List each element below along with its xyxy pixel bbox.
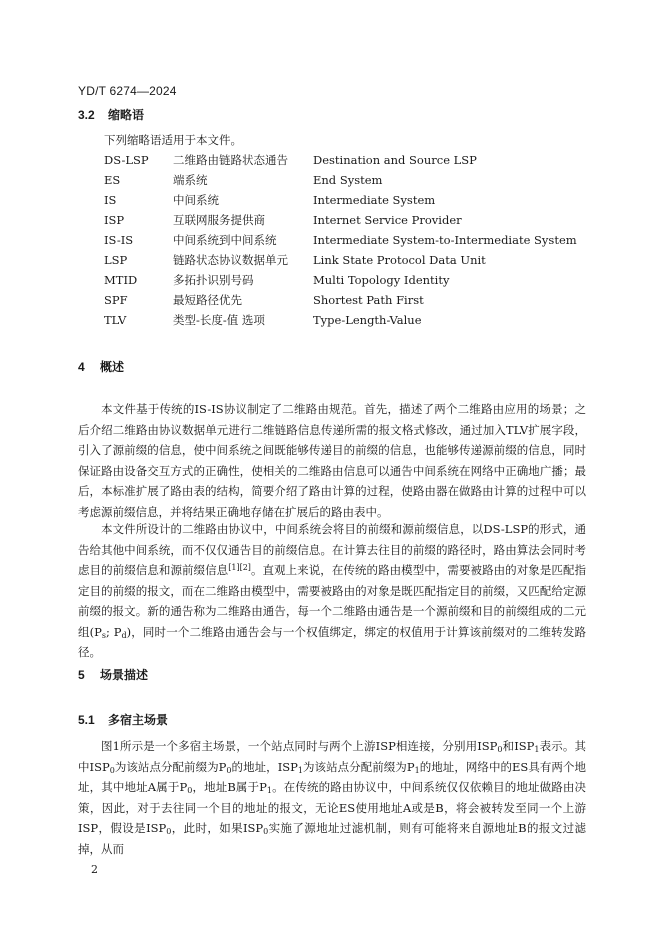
text-run: )，同时一个二维路由通告会与一个权值绑定，绑定的权值用于计算该前缀对的二维转发路径。	[78, 624, 586, 659]
abbreviation-row	[104, 230, 577, 250]
english-definition: End System	[313, 173, 383, 187]
page-number: 2	[91, 863, 98, 876]
english-definition: Shortest Path First	[313, 293, 424, 307]
chinese-definition: 端系统	[173, 173, 208, 187]
english-definition: Link State Protocol Data Unit	[313, 253, 486, 267]
section-4-heading	[78, 358, 124, 375]
chinese-definition: 类型-长度-值 选项	[173, 313, 265, 327]
english-definition: Multi Topology Identity	[313, 273, 450, 287]
text-run: 。直观上来说，在传统的路由模型中，需要被路由的对象是匹配指定目的前缀的报文，而在二维路由模型中，需要被路由的对象是既匹配指定目的前缀，又匹配给定源前缀的报文。新的通告称为二维路由通告，每一个二维路由通告是一个源前缀和目的前缀组成的二元组(P	[78, 563, 587, 639]
subscript: 1	[414, 765, 420, 775]
abbreviation-term: DS-LSP	[104, 153, 149, 167]
text-run: 本文件所设计的二维路由协议中，中间系统会将目的前缀和源前缀信息，以DS-LSP的形式，通告给其他中间系统，而不仅仅通告目的前缀信息。在计算去往目的前缀的路径时，路由算法会同时考虑目的前缀信息和源前缀信息	[78, 522, 586, 577]
subscript: 0	[263, 827, 269, 836]
english-definition: Intermediate System-to-Intermediate System	[313, 233, 577, 247]
overview-paragraph-2	[78, 519, 586, 663]
abbreviation-row	[104, 310, 553, 330]
chinese-definition: 链路状态协议数据单元	[173, 253, 288, 267]
text-run: ，地址B属于P	[192, 780, 267, 794]
english-definition: Intermediate System	[313, 193, 436, 207]
chinese-definition: 二维路由链路状态通告	[173, 153, 288, 167]
section-title: 多宿主场景	[108, 713, 169, 727]
text-run: 实施了源地址过滤机制，则有可能将来自源地址B的报文过滤掉，从而	[78, 821, 586, 856]
abbreviation-term: MTID	[104, 273, 138, 287]
citation-reference: [1][2]	[228, 563, 251, 572]
section-number: 3.2	[78, 108, 95, 122]
abbreviation-term: ISP	[104, 213, 125, 227]
text-run: 为该站点分配前缀为P	[302, 759, 415, 774]
subscript: 1	[297, 765, 303, 775]
abbreviation-term: TLV	[104, 313, 127, 327]
abbreviations-intro: 下列缩略语适用于本文件。	[104, 133, 242, 147]
english-definition: Destination and Source LSP	[313, 153, 477, 167]
section-number: 5	[78, 668, 85, 682]
text-run: 表示。其中ISP	[78, 739, 586, 774]
subscript: 0	[226, 765, 232, 775]
section-number: 5.1	[78, 713, 95, 727]
text-run: ，此时，如果ISP	[171, 821, 264, 835]
abbreviation-term: ES	[104, 173, 121, 187]
section-title: 缩略语	[108, 108, 145, 122]
document-id: YD/T 6274—2024	[78, 84, 177, 98]
section-title: 概述	[100, 360, 125, 374]
text-run: 和ISP	[502, 739, 535, 753]
subscript: 1	[266, 786, 272, 795]
abbreviation-row	[104, 270, 553, 290]
subscript: d	[121, 630, 127, 640]
abbreviation-row	[104, 170, 553, 190]
english-definition: Internet Service Provider	[313, 213, 462, 227]
chinese-definition: 中间系统到中间系统	[173, 233, 277, 247]
chinese-definition: 最短路径优先	[173, 293, 242, 307]
subscript: 0	[166, 827, 172, 836]
chinese-definition: 互联网服务提供商	[173, 213, 265, 227]
overview-paragraph-1: 本文件基于传统的IS-IS协议制定了二维路由规范。首先，描述了两个二维路由应用的场景；之后介绍二维路由协议数据单元进行二维链路信息传递所需的报文格式修改，通过加入TLV扩展字段，引入了源前缀的信息，使中间系统之间既能够传递目的前缀的信息，也能够传递源前缀的信息，同时保证路由设备交互方式的正确性，使相关的二维路由信息可以通告中间系统在网络中正确地广播；最后，本标准扩展了路由表的结构，简要介绍了路由计算的过程，使路由器在做路由计算的过程中可以考虑源前缀信息，并将结果正确地存储在扩展后的路由表中。	[78, 402, 586, 519]
section-5-1-heading	[78, 711, 168, 728]
text-run: 的地址，ISP	[231, 759, 298, 774]
abbreviation-term: SPF	[104, 293, 128, 307]
abbreviation-row	[104, 210, 553, 230]
abbreviation-row	[104, 190, 553, 210]
subscript: 0	[497, 745, 503, 754]
multihoming-paragraph	[78, 736, 586, 859]
text-run: 为该站点分配前缀为P	[114, 759, 227, 774]
section-title: 场景描述	[100, 668, 149, 682]
chinese-definition: 多拓扑识别号码	[173, 273, 254, 287]
text-run: 的地址，网络中的ES具有两个地址，其中地址A属于P	[78, 759, 586, 794]
section-3-2-heading	[78, 106, 144, 123]
abbreviation-row	[104, 150, 553, 170]
subscript: 0	[187, 786, 193, 795]
subscript: 0	[109, 765, 115, 775]
chinese-definition: 中间系统	[173, 193, 219, 207]
abbreviation-term: IS	[104, 193, 117, 207]
subscript: s	[101, 630, 106, 640]
abbreviations-table	[104, 150, 577, 330]
section-number: 4	[78, 360, 85, 374]
abbreviation-row	[104, 250, 553, 270]
text-run: 。在传统的路由协议中，中间系统仅仅依赖目的地址做路由决策，因此，对于去往同一个目的地址的报文，无论ES使用地址A或是B，将会被转发至同一个上游ISP，假设是ISP	[78, 780, 586, 835]
abbreviation-term: LSP	[104, 253, 128, 267]
abbreviation-term: IS-IS	[104, 233, 134, 247]
text-run: ; P	[106, 624, 122, 639]
subscript: 1	[534, 745, 540, 754]
section-5-heading	[78, 666, 148, 683]
abbreviation-row	[104, 290, 553, 310]
english-definition: Type-Length-Value	[313, 313, 422, 327]
text-run: 图1所示是一个多宿主场景，一个站点同时与两个上游ISP相连接，分别用ISP	[101, 739, 498, 753]
